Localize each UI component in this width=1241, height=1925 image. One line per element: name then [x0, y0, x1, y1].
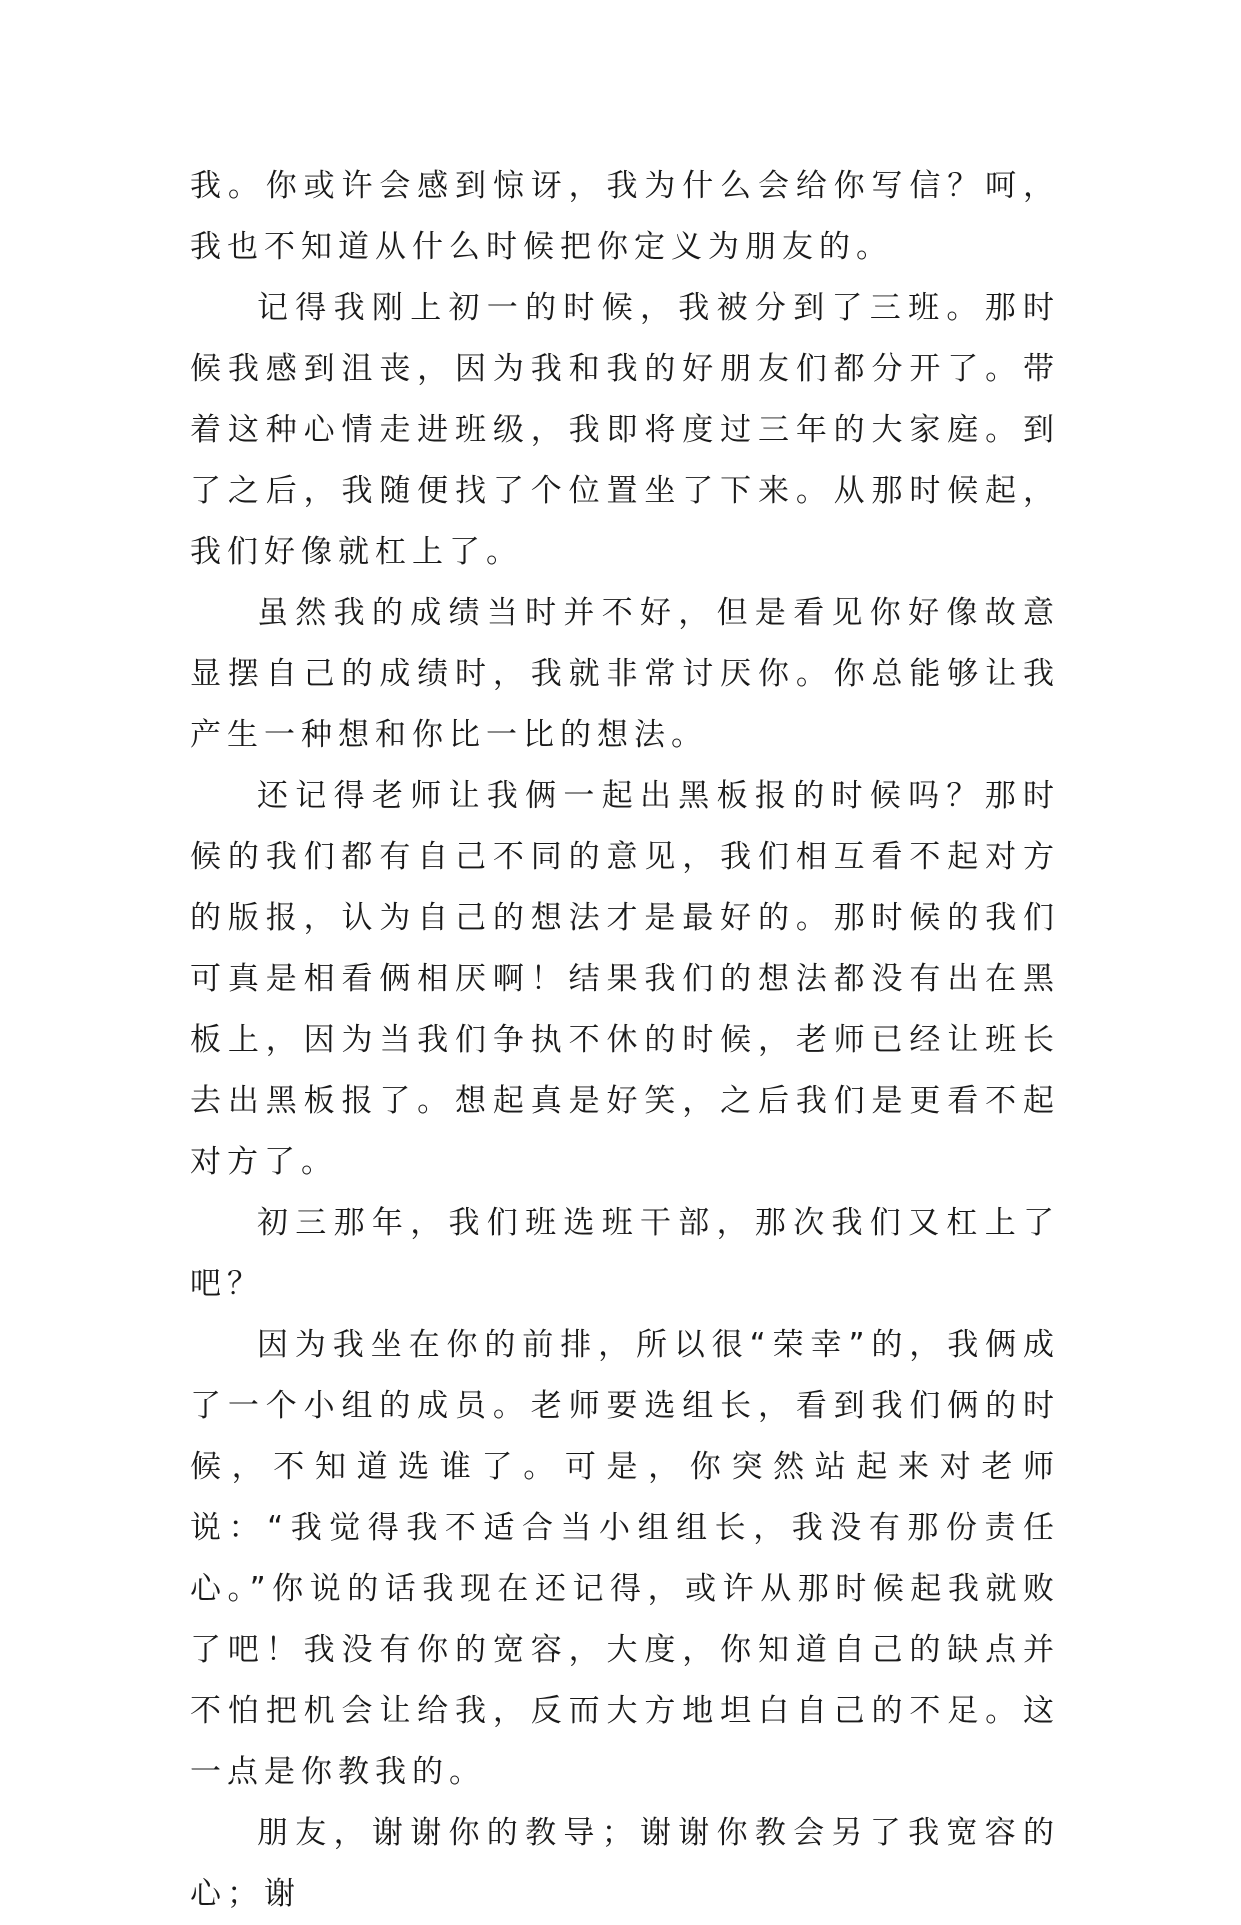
paragraph-1: 我。你或许会感到惊讶，我为什么会给你写信？呵，我也不知道从什么时候把你定义为朋友的。	[190, 168, 1060, 265]
paragraph-7: 朋友，谢谢你的教导；谢谢你教会另了我宽容的心；谢	[190, 1815, 1060, 1912]
letter-body	[190, 156, 1060, 1925]
paragraph-2: 记得我刚上初一的时候，我被分到了三班。那时候我感到沮丧，因为我和我的好朋友们都分开了。带着这种心情走进班级，我即将度过三年的大家庭。到了之后，我随便找了个位置坐了下来。从那时候起，我们好像就杠上了。	[190, 290, 1060, 570]
paragraph-4: 还记得老师让我俩一起出黑板报的时候吗？那时候的我们都有自己不同的意见，我们相互看不起对方的版报，认为自己的想法才是最好的。那时候的我们可真是相看俩相厌啊！结果我们的想法都没有出在黑板上，因为当我们争执不休的时候，老师已经让班长去出黑板报了。想起真是好笑，之后我们是更看不起对方了。	[190, 778, 1060, 1180]
paragraph-3: 虽然我的成绩当时并不好，但是看见你好像故意显摆自己的成绩时，我就非常讨厌你。你总能够让我产生一种想和你比一比的想法。	[190, 595, 1060, 753]
paragraph-6: 因为我坐在你的前排，所以很“荣幸”的，我俩成了一个小组的成员。老师要选组长，看到我们俩的时候，不知道选谁了。可是，你突然站起来对老师说：“我觉得我不适合当小组组长，我没有那份责任心。”你说的话我现在还记得，或许从那时候起我就败了吧！我没有你的宽容，大度，你知道自己的缺点并不怕把机会让给我，反而大方地坦白自己的不足。这一点是你教我的。	[190, 1327, 1060, 1790]
paragraph-5: 初三那年，我们班选班干部，那次我们又杠上了吧？	[190, 1205, 1060, 1302]
